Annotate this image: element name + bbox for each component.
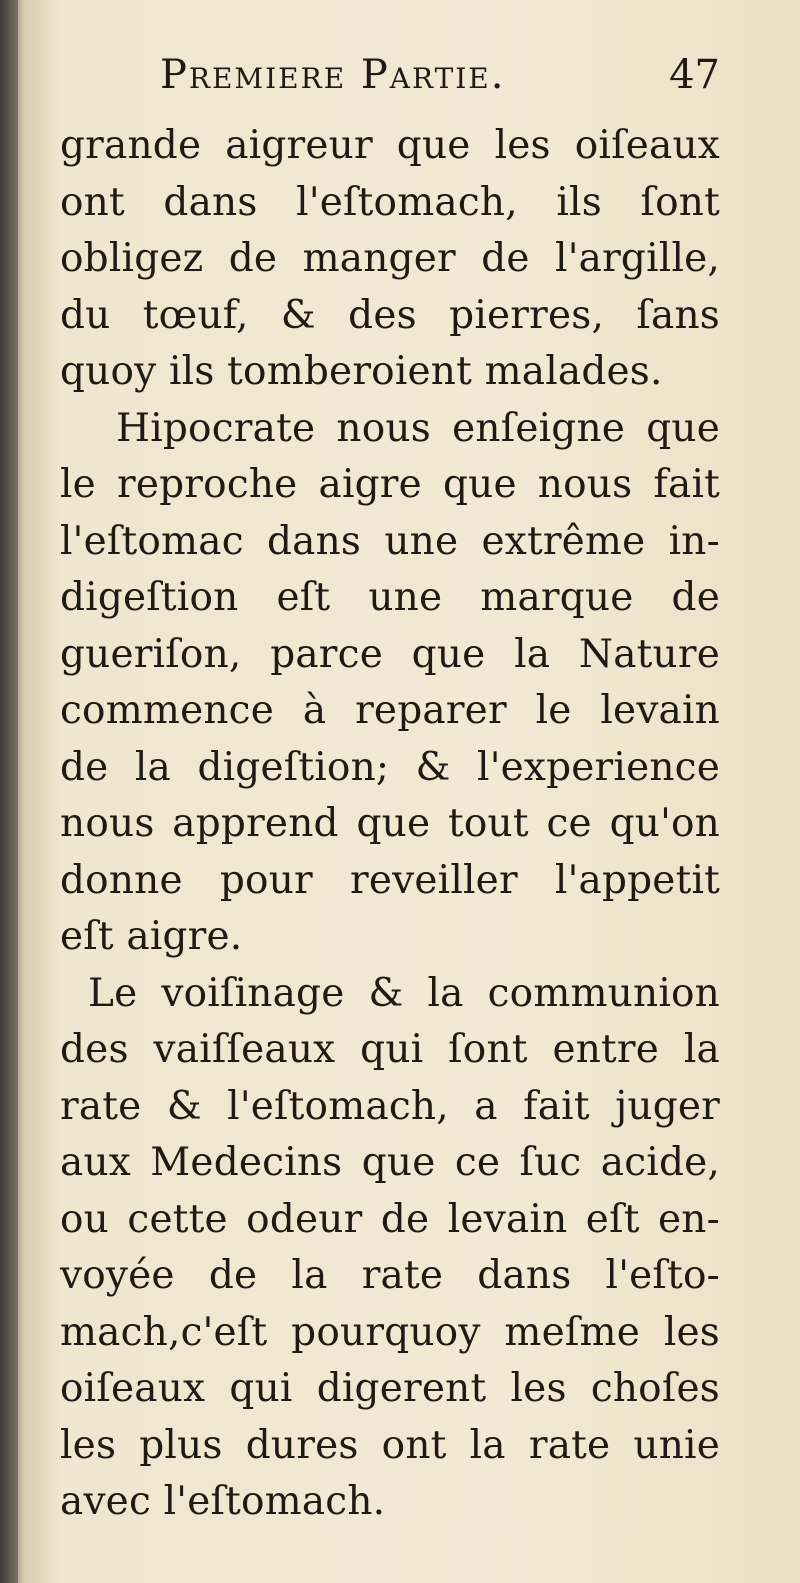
text-line: eſt aigre. <box>60 914 243 959</box>
binding-gutter <box>0 0 18 1583</box>
page-number: 47 <box>669 52 720 98</box>
text-line: obligez de manger de l'argille, <box>60 236 720 281</box>
text-line: gueriſon, parce que la Nature <box>60 631 720 677</box>
text-line: ou cette odeur de levain eſt en- <box>60 1196 720 1242</box>
text-line: des vaiſſeaux qui ſont entre la <box>60 1027 720 1072</box>
text-line: ont dans l'eſtomach, ils ſont <box>60 179 720 225</box>
text-line: nous apprend que tout ce qu'on <box>60 801 720 846</box>
text-line: commence à reparer le levain <box>60 688 720 733</box>
text-line: de la digeſtion; & l'experience <box>60 744 720 790</box>
text-line: grande aigreur que les oiſeaux <box>60 123 720 168</box>
page-header <box>60 52 720 102</box>
text-line: Hipocrate nous enſeigne que <box>116 405 720 451</box>
text-line: du tœuf, & des pierres, ſans <box>60 292 720 338</box>
text-line: Le voiſinage & la communion <box>88 970 720 1016</box>
text-line: avec l'eſtomach. <box>60 1479 386 1524</box>
running-title: Premiere Partie. <box>160 52 506 98</box>
text-line: donne pour reveiller l'appetit <box>60 857 720 903</box>
text-line: l'eſtomac dans une extrême in- <box>60 518 720 564</box>
text-line: quoy ils tomberoient malades. <box>60 349 663 394</box>
body-text <box>60 118 720 1531</box>
text-line: les plus dures ont la rate unie <box>60 1422 720 1468</box>
text-line: aux Medecins que ce ſuc acide, <box>60 1140 720 1185</box>
text-line: le reproche aigre que nous fait <box>60 462 720 507</box>
text-line: voyée de la rate dans l'eſto- <box>60 1253 720 1298</box>
text-line: oiſeaux qui digerent les choſes <box>60 1366 720 1411</box>
text-line: digeſtion eſt une marque de <box>60 575 720 620</box>
text-line: rate & l'eſtomach, a fait juger <box>60 1083 720 1129</box>
text-line: mach,c'eſt pourquoy meſme les <box>60 1309 720 1355</box>
